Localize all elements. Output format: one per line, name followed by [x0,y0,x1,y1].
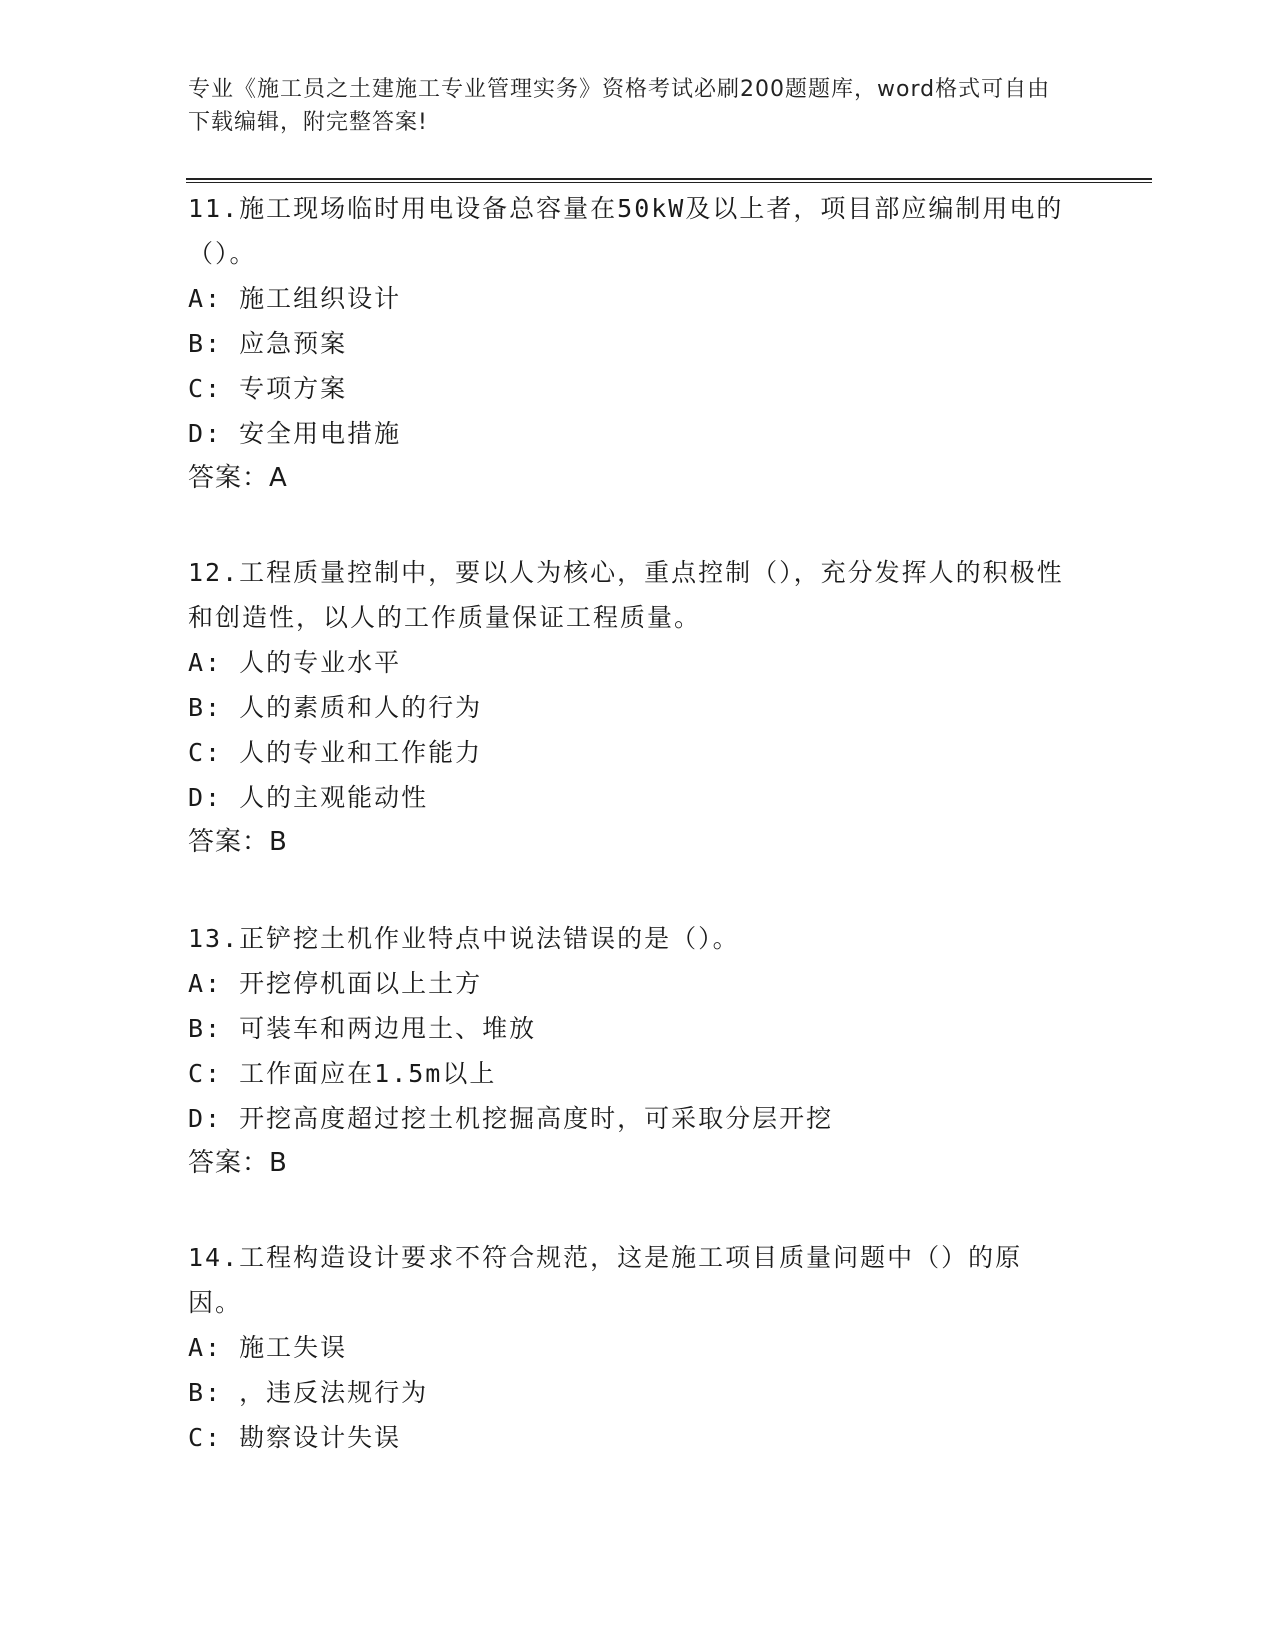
answer: 答案：A [188,463,288,493]
option-a: A: 施工失误 [188,1333,348,1362]
question-stem: 11.施工现场临时用电设备总容量在50kW及以上者，项目部应编制用电的（）。 [188,194,1064,268]
header-text: 专业《施工员之土建施工专业管理实务》资格考试必刷200题题库，word格式可自由下载编辑，附完整答案! [188,77,1051,135]
question-stem: 12.工程质量控制中，要以人为核心，重点控制（），充分发挥人的积极性和创造性，以人的工作质量保证工程质量。 [188,558,1064,632]
option-b: B: 可装车和两边甩土、堆放 [188,1014,537,1043]
question-12 [188,550,1068,865]
option-c: C: 人的专业和工作能力 [188,738,483,767]
option-b: B: 人的素质和人的行为 [188,693,483,722]
question-14 [188,1235,1068,1460]
option-a: A: 施工组织设计 [188,284,402,313]
option-b: B: 应急预案 [188,329,348,358]
question-stem: 13.正铲挖土机作业特点中说法错误的是（）。 [188,924,740,953]
question-13 [188,916,1068,1186]
question-stem: 14.工程构造设计要求不符合规范，这是施工项目质量问题中（）的原因。 [188,1243,1023,1317]
option-d: D: 人的主观能动性 [188,783,429,812]
option-b: B: ，违反法规行为 [188,1378,429,1407]
answer: 答案：B [188,1148,288,1178]
document-header [188,73,1068,139]
question-11 [188,186,1068,501]
option-d: D: 安全用电措施 [188,419,402,448]
header-divider [186,178,1152,183]
option-c: C: 工作面应在1.5m以上 [188,1059,497,1088]
option-a: A: 开挖停机面以上土方 [188,969,483,998]
option-c: C: 专项方案 [188,374,348,403]
option-d: D: 开挖高度超过挖土机挖掘高度时，可采取分层开挖 [188,1104,834,1133]
option-a: A: 人的专业水平 [188,648,402,677]
answer: 答案：B [188,827,288,857]
option-c: C: 勘察设计失误 [188,1423,402,1452]
